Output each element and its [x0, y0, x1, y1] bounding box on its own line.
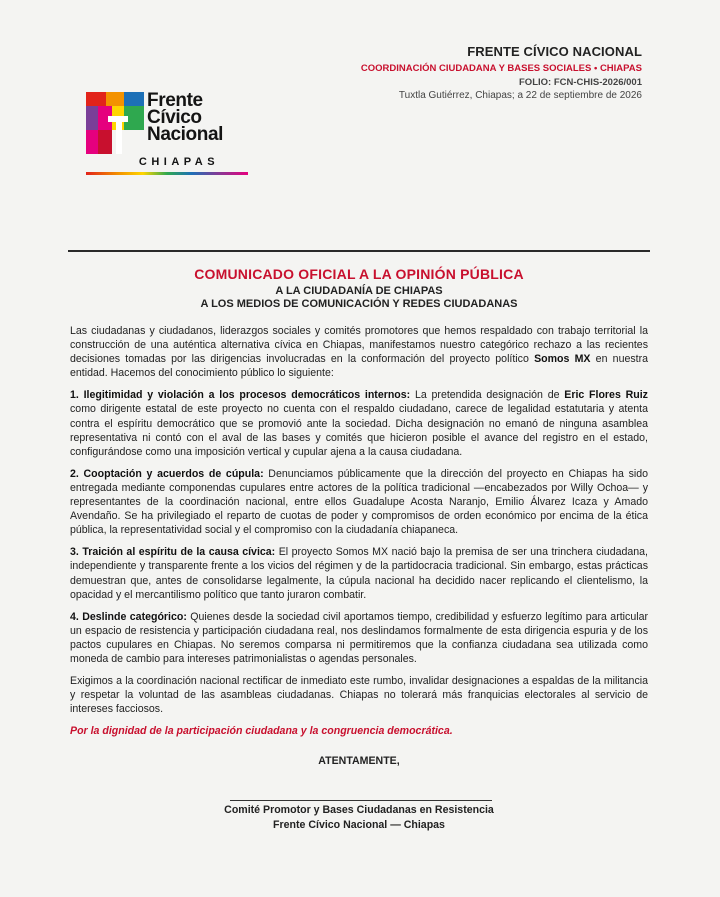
demand-paragraph: Exigimos a la coordinación nacional rectificar de inmediato este rumbo, invalidar designaciones a espaldas de la militancia y respetar la voluntad de las asambleas ciudadanas. Chiapas no tolerará más franquicias electorales al servicio de intereses facciosos.	[70, 675, 648, 716]
point-3-heading: 3. Traición al espíritu de la causa cívica:	[70, 546, 276, 559]
folio-number: FOLIO: FCN-CHIS-2026/001	[519, 77, 642, 88]
addressee-media: A LOS MEDIOS DE COMUNICACIÓN Y REDES CIUDADANAS	[200, 298, 518, 310]
signature-line	[230, 800, 492, 801]
signatory-organization: Frente Cívico Nacional — Chiapas	[273, 819, 445, 831]
atentamente: ATENTAMENTE,	[318, 755, 400, 768]
communique-body	[70, 324, 648, 769]
logo-word-civico: Cívico	[147, 107, 202, 128]
letterhead	[361, 44, 642, 101]
addressee-citizens: A LA CIUDADANÍA DE CHIAPAS	[275, 285, 443, 297]
designated-person: Eric Flores Ruiz	[564, 389, 648, 402]
point-2-heading: 2. Cooptación y acuerdos de cúpula:	[70, 467, 264, 480]
point-1-heading: 1. Ilegitimidad y violación a los procesos democráticos internos:	[70, 389, 411, 402]
logo-mark-icon	[86, 92, 144, 154]
point-1: 1. Ilegitimidad y violación a los procesos democráticos internos: La pretendida designación de Eric Flores Ruiz como dirigente estatal de este proyecto no cuenta con el respaldo ciudadano, carece de legalidad estatutaria y atenta contra el espíritu democrático que se promovió ante la sociedad. Dicha designación no emanó de ninguna asamblea representativa ni contó con el aval de las bases y comités que hicieron posible el avance del registro en el estado, configurándose como una imposición vertical y cupular ajena a la causa ciudadana.	[70, 389, 648, 458]
organization-name: FRENTE CÍVICO NACIONAL	[467, 44, 642, 59]
coordination-subtitle: COORDINACIÓN CIUDADANA Y BASES SOCIALES • CHIAPAS	[360, 63, 642, 74]
signature-block	[68, 803, 650, 833]
point-4-heading: 4. Deslinde categórico:	[70, 610, 187, 623]
header-divider	[68, 250, 650, 252]
communique-title: COMUNICADO OFICIAL A LA OPINIÓN PÚBLICA	[194, 266, 524, 282]
point-4: 4. Deslinde categórico: Quienes desde la sociedad civil aportamos tiempo, credibilidad y esfuerzo legítimo para articular un espacio de resistencia y participación ciudadana real, nos deslindamos formalmente de esta dirigencia espuria y de los pactos cupulares en Chiapas. No seremos comparsa ni permitiremos que la confianza ciudadana sea utilizada como moneda de cambio para intereses patrimonialistas o agendas personales.	[70, 610, 648, 665]
closing-motto: Por la dignidad de la participación ciudadana y la congruencia democrática.	[70, 725, 453, 738]
signatory-committee: Comité Promotor y Bases Ciudadanas en Resistencia	[224, 804, 494, 816]
communique-titles	[68, 266, 650, 310]
frente-civico-logo	[86, 92, 248, 178]
intro-paragraph: Las ciudadanas y ciudadanos, liderazgos sociales y comités promotores que hemos respaldado con trabajo territorial la construcción de una auténtica alternativa cívica en Chiapas, manifestamos nuestro categórico rechazo a las recientes decisiones tomadas por las dirigencias involucradas en la conformación del proyecto político Somos MX en nuestra entidad. Hacemos del conocimiento público lo siguiente:	[70, 325, 649, 380]
logo-word-nacional: Nacional	[147, 124, 223, 145]
point-2: 2. Cooptación y acuerdos de cúpula: Denunciamos públicamente que la dirección del proyecto en Chiapas ha sido entregada mediante componendas cupulares entre actores de la política tradicional —encabezados por Willy Ochoa— y representantes de la coordinación nacional, entre ellos Guadalupe Acosta Naranjo, Emilio Álvarez Icaza y Amado Avendaño. Se ha privilegiado el reparto de cuotas de poder y compromisos de orden económico por encima de la ética pública, la representatividad social y el compromiso con la ciudadanía chiapaneca.	[70, 467, 648, 537]
project-name: Somos MX	[534, 353, 591, 366]
logo-wordmark	[147, 92, 223, 143]
logo-word-frente: Frente	[147, 90, 203, 111]
place-date: Tuxtla Gutiérrez, Chiapas; a 22 de septiembre de 2026	[398, 90, 642, 101]
point-3: 3. Traición al espíritu de la causa cívica: El proyecto Somos MX nació bajo la premisa de ser una trinchera ciudadana, independiente y transparente frente a los vicios del régimen y de la partidocracia tradicional. Sin embargo, estas prácticas demuestran que, antes de consolidarse legalmente, la cúpula nacional ha decidido nacer replicando el clientelismo, la opacidad y el mercantilismo político que tanto juraron combatir.	[70, 546, 648, 601]
logo-state-label: CHIAPAS	[138, 156, 220, 168]
logo-rainbow-rule	[86, 172, 248, 175]
